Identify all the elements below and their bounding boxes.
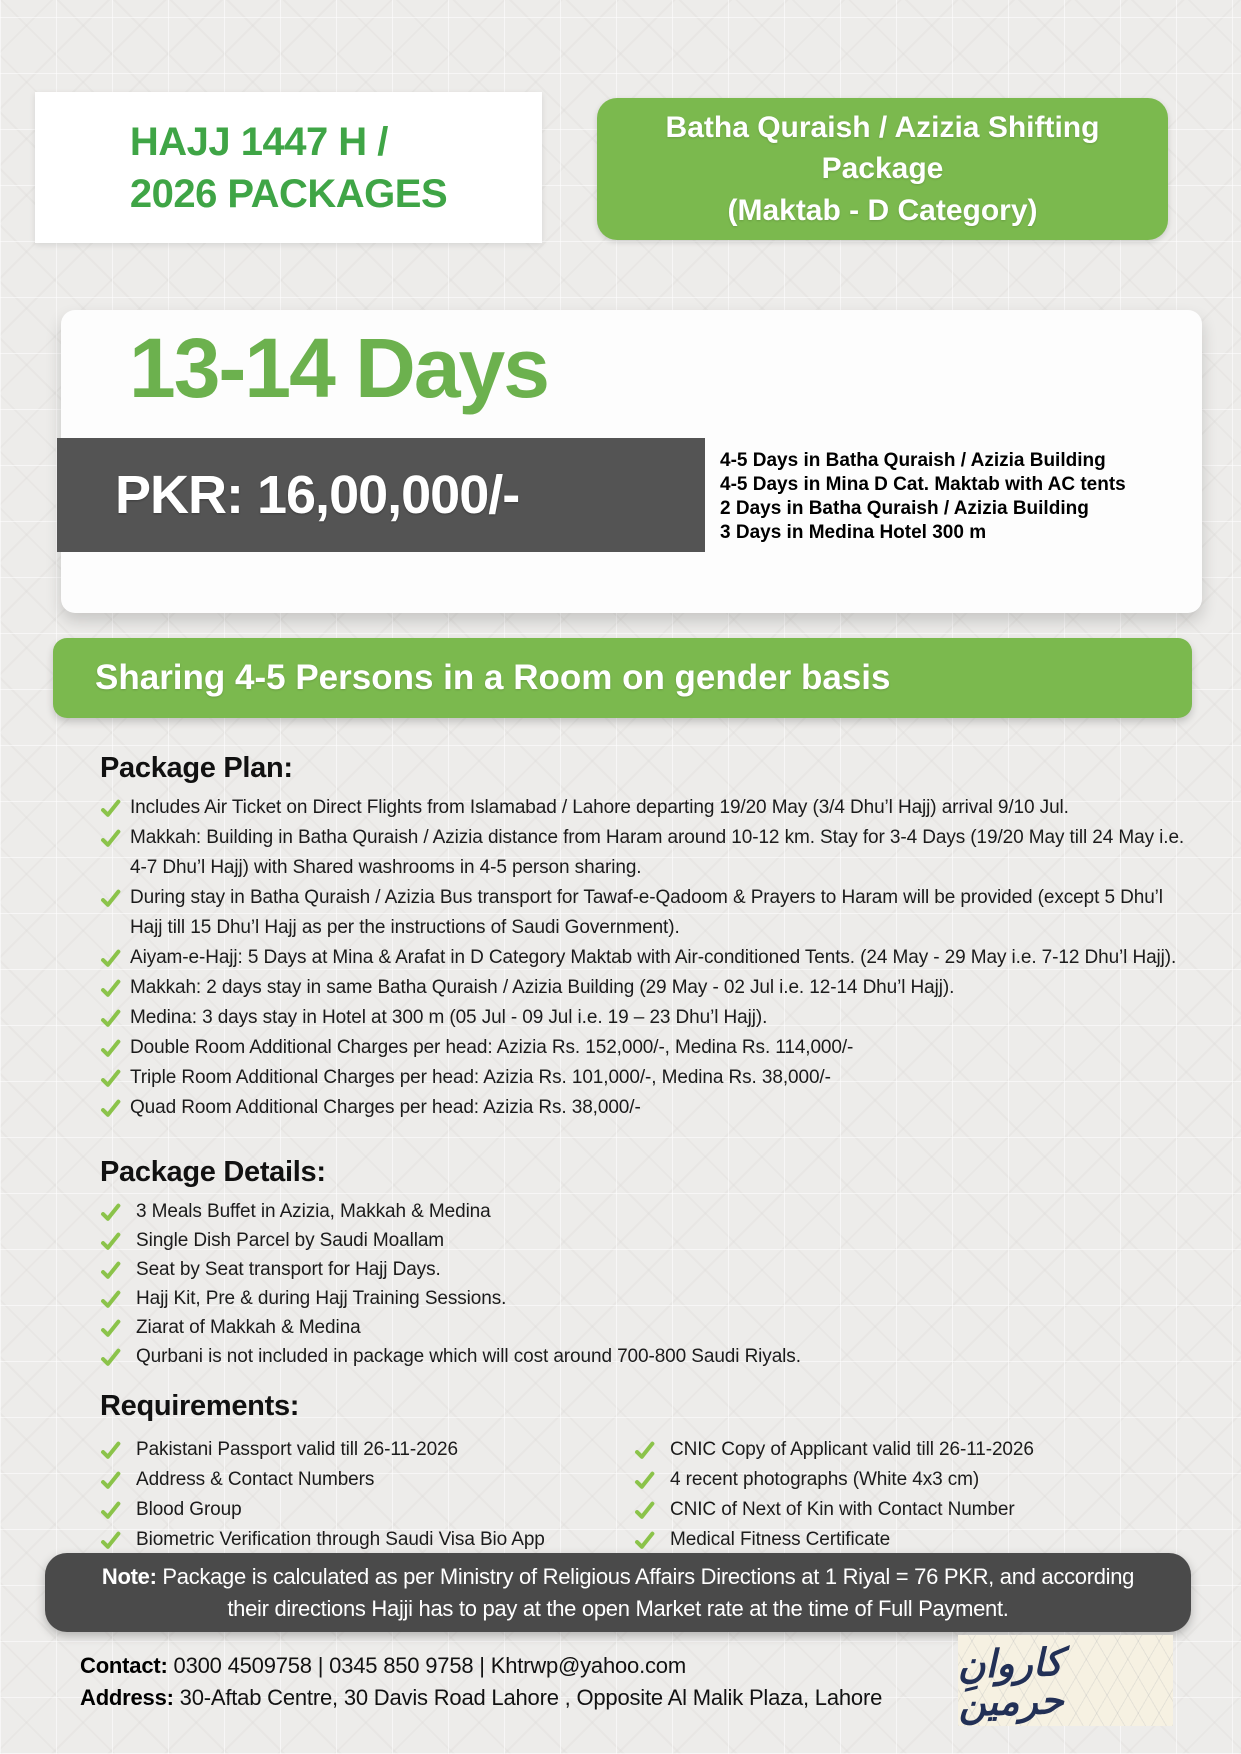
package-details-item	[100, 1226, 1190, 1255]
duration-heading: 13-14 Days	[129, 321, 548, 415]
requirement-item	[634, 1495, 1190, 1525]
check-icon	[100, 883, 130, 909]
offer-card	[61, 310, 1202, 613]
check-icon	[634, 1435, 670, 1461]
requirement-item-text: Medical Fitness Certificate	[670, 1529, 891, 1550]
package-details-item	[100, 1255, 1190, 1284]
package-plan-item	[100, 1063, 1190, 1093]
address-value: 30-Aftab Centre, 30 Davis Road Lahore , Opposite Al Malik Plaza, Lahore	[173, 1685, 883, 1710]
requirement-item	[100, 1435, 634, 1465]
package-category: (Maktab - D Category)	[727, 193, 1038, 227]
check-icon	[100, 1063, 130, 1089]
package-details-item	[100, 1342, 1190, 1371]
package-plan-item-text: Aiyam-e-Hajj: 5 Days at Mina & Arafat in D Category Maktab with Air-conditioned Tents. (24 May - 29 May i.e. 7-12 Dhu’l Hajj).	[130, 947, 1177, 968]
requirement-item	[100, 1495, 634, 1525]
package-title: Batha Quraish / Azizia Shifting Package	[665, 110, 1100, 186]
package-details-list	[100, 1197, 1190, 1371]
package-details-item-text: Ziarat of Makkah & Medina	[136, 1317, 361, 1338]
requirement-item-text: Blood Group	[136, 1499, 242, 1520]
check-icon	[100, 943, 130, 969]
sharing-banner	[53, 638, 1192, 718]
requirement-item-text: Biometric Verification through Saudi Visa Bio App	[136, 1529, 545, 1550]
price-text: PKR: 16,00,000/-	[115, 465, 520, 525]
package-plan-item-text: Medina: 3 days stay in Hotel at 300 m (05 Jul - 09 Jul i.e. 19 – 23 Dhu’l Hajj).	[130, 1007, 768, 1028]
requirement-item	[634, 1465, 1190, 1495]
requirements-right-column	[634, 1435, 1190, 1555]
package-plan-item-text: Makkah: Building in Batha Quraish / Azizia distance from Haram around 10-12 km. Stay for 3-4 Days (19/20 May till 24 May i.e. 4-7 Dhu’l Hajj) with Shared washrooms in 4-5 person sharing.	[130, 827, 1185, 878]
package-plan-item-text: Quad Room Additional Charges per head: Azizia Rs. 38,000/-	[130, 1097, 641, 1118]
package-details-item-text: Qurbani is not included in package which will cost around 700-800 Saudi Riyals.	[136, 1346, 801, 1367]
price-box	[57, 438, 705, 552]
flyer-title	[130, 116, 447, 220]
package-plan-item	[100, 1003, 1190, 1033]
address-label: Address:	[80, 1685, 174, 1710]
package-plan-item-text: Includes Air Ticket on Direct Flights from Islamabad / Lahore departing 19/20 May (3/4 Dhu’l Hajj) arrival 9/10 Jul.	[130, 797, 1069, 818]
package-details-item-text: Seat by Seat transport for Hajj Days.	[136, 1259, 441, 1280]
requirement-item	[634, 1525, 1190, 1555]
package-plan-section	[100, 752, 1190, 1123]
requirement-item-text: 4 recent photographs (White 4x3 cm)	[670, 1469, 980, 1490]
requirement-item	[100, 1525, 634, 1555]
check-icon	[634, 1465, 670, 1491]
note-box	[45, 1553, 1191, 1632]
package-details-heading: Package Details:	[100, 1156, 326, 1188]
requirement-item-text: Address & Contact Numbers	[136, 1469, 375, 1490]
requirement-item-text: Pakistani Passport valid till 26-11-2026	[136, 1439, 458, 1460]
check-icon	[100, 1435, 136, 1461]
flyer-title-line1: HAJJ 1447 H /	[129, 119, 388, 164]
itinerary-item: 2 Days in Batha Quraish / Azizia Building	[720, 498, 1089, 519]
check-icon	[100, 1197, 136, 1223]
check-icon	[100, 1313, 136, 1339]
check-icon	[100, 1465, 136, 1491]
flyer-title-line2: 2026 PACKAGES	[129, 171, 448, 216]
contact-line	[80, 1650, 882, 1682]
package-details-section	[100, 1156, 1190, 1371]
package-plan-list	[100, 793, 1190, 1123]
package-plan-item	[100, 883, 1190, 943]
package-plan-item	[100, 1093, 1190, 1123]
note-text	[45, 1561, 1191, 1625]
requirements-left-column	[100, 1435, 634, 1555]
check-icon	[100, 1525, 136, 1551]
check-icon	[100, 1226, 136, 1252]
check-icon	[100, 1342, 136, 1368]
package-plan-item	[100, 823, 1190, 883]
check-icon	[100, 1033, 130, 1059]
package-plan-item-text: Double Room Additional Charges per head: Azizia Rs. 152,000/-, Medina Rs. 114,000/-	[130, 1037, 854, 1058]
check-icon	[634, 1495, 670, 1521]
check-icon	[100, 1255, 136, 1281]
itinerary-item: 4-5 Days in Batha Quraish / Azizia Building	[720, 450, 1106, 471]
package-plan-item-text: Makkah: 2 days stay in same Batha Quraish / Azizia Building (29 May - 02 Jul i.e. 12-14 Dhu’l Hajj).	[130, 977, 955, 998]
contact-label: Contact:	[80, 1653, 168, 1678]
check-icon	[634, 1525, 670, 1551]
company-logo-calligraphy: کاروانِ حرمین	[956, 1639, 1065, 1725]
check-icon	[100, 973, 130, 999]
package-plan-item	[100, 973, 1190, 1003]
requirements-heading: Requirements:	[100, 1390, 300, 1422]
package-plan-item	[100, 1033, 1190, 1063]
package-details-item	[100, 1197, 1190, 1226]
package-details-item	[100, 1313, 1190, 1342]
package-plan-item	[100, 943, 1190, 973]
note-label: Note:	[101, 1563, 157, 1589]
package-details-item	[100, 1284, 1190, 1313]
package-details-item-text: 3 Meals Buffet in Azizia, Makkah & Medina	[136, 1201, 491, 1222]
check-icon	[100, 793, 130, 819]
package-plan-item-text: Triple Room Additional Charges per head: Azizia Rs. 101,000/-, Medina Rs. 38,000/-	[130, 1067, 831, 1088]
requirement-item-text: CNIC of Next of Kin with Contact Number	[670, 1499, 1015, 1520]
itinerary-list	[720, 449, 1210, 545]
address-line	[80, 1682, 882, 1714]
requirements-grid	[100, 1435, 1190, 1555]
requirement-item	[634, 1435, 1190, 1465]
check-icon	[100, 823, 130, 849]
package-details-item-text: Single Dish Parcel by Saudi Moallam	[136, 1230, 445, 1251]
main-title-box	[35, 92, 542, 243]
package-details-item-text: Hajj Kit, Pre & during Hajj Training Sessions.	[136, 1288, 507, 1309]
footer-contact-block	[80, 1650, 882, 1714]
itinerary-item: 4-5 Days in Mina D Cat. Maktab with AC tents	[720, 474, 1126, 495]
check-icon	[100, 1284, 136, 1310]
check-icon	[100, 1495, 136, 1521]
contact-value: 0300 4509758 | 0345 850 9758 | Khtrwp@yahoo.com	[167, 1653, 686, 1678]
requirements-section	[100, 1390, 1190, 1555]
itinerary-item: 3 Days in Medina Hotel 300 m	[720, 522, 987, 543]
sharing-banner-text: Sharing 4-5 Persons in a Room on gender basis	[95, 658, 891, 697]
company-logo	[958, 1635, 1173, 1726]
package-title-box	[597, 98, 1168, 240]
note-body: Package is calculated as per Ministry of Religious Affairs Directions at 1 Riyal = 76 PKR, and according their directions Hajji has to pay at the open Market rate at the time of Full Payment.	[156, 1563, 1135, 1621]
package-plan-item	[100, 793, 1190, 823]
requirement-item-text: CNIC Copy of Applicant valid till 26-11-2026	[670, 1439, 1034, 1460]
check-icon	[100, 1093, 130, 1119]
package-plan-item-text: During stay in Batha Quraish / Azizia Bus transport for Tawaf-e-Qadoom & Prayers to Haram will be provided (except 5 Dhu’l Hajj till 15 Dhu’l Hajj as per the instructions of Saudi Government).	[130, 887, 1163, 938]
requirement-item	[100, 1465, 634, 1495]
check-icon	[100, 1003, 130, 1029]
package-plan-heading: Package Plan:	[100, 752, 293, 784]
